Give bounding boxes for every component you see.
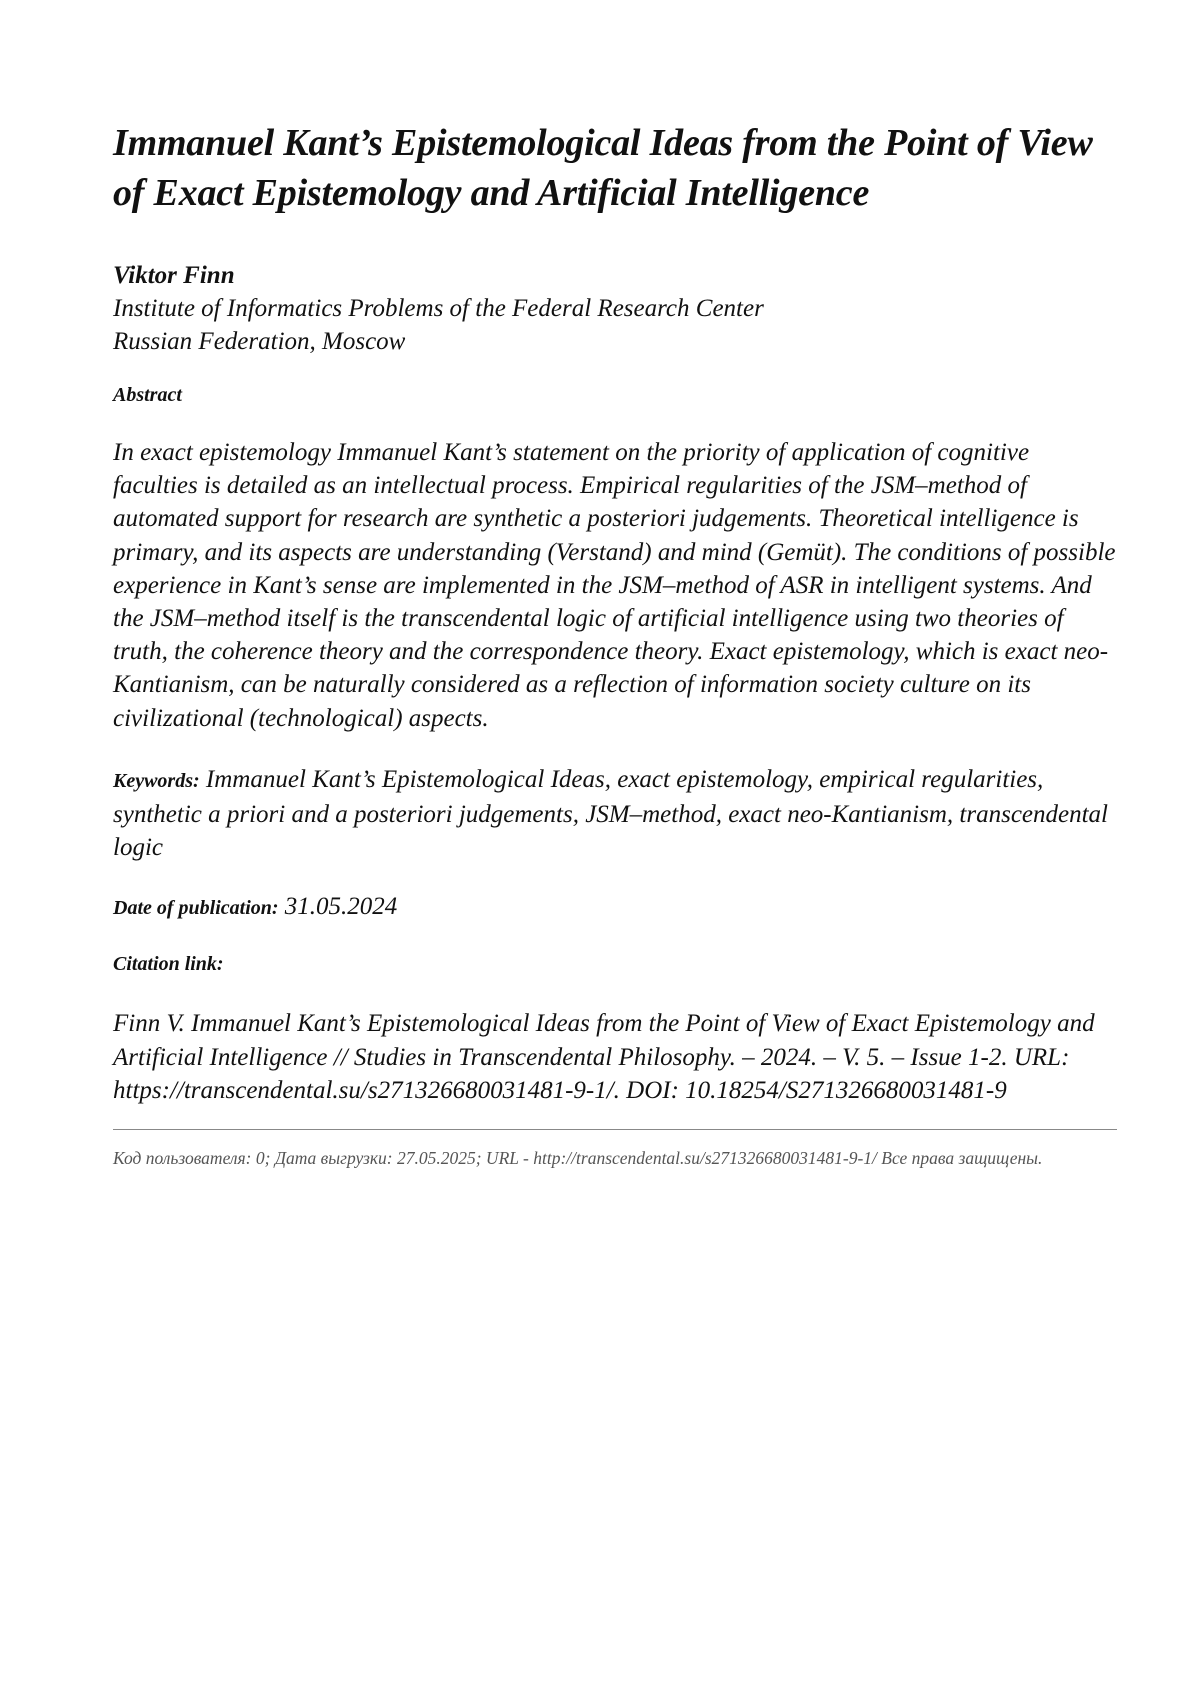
publication-date-section — [113, 890, 1117, 925]
citation-text[interactable]: Finn V. Immanuel Kant’s Epistemological Ideas from the Point of View of Exact Epistemology and Artificial Intelligence // Studies in Transcendental Philosophy. – 2024. – V. 5. – Issue 1-2. URL: https://transcendental.su/s271326680031481-9-1/. DOI: 10.18254/S271326680031481-9 — [113, 1007, 1117, 1107]
citation-label: Citation link: — [113, 951, 1117, 977]
publication-date-label: Date of publication: — [113, 897, 279, 919]
abstract-label: Abstract — [113, 382, 1117, 408]
publication-date: 31.05.2024 — [285, 893, 398, 920]
footer-note: Код пользователя: 0; Дата выгрузки: 27.05.2025; URL - http://transcendental.su/s271326680031481-9-1/ Все права защищены. — [113, 1146, 1117, 1170]
keywords-section — [113, 763, 1117, 865]
paper-title: Immanuel Kant’s Epistemological Ideas from the Point of View of Exact Epistemology and Artificial Intelligence — [113, 118, 1117, 218]
keywords-text: Immanuel Kant’s Epistemological Ideas, exact epistemology, empirical regularities, synthetic a priori and a posteriori judgements, JSM–method, exact neo-Kantianism, transcendental logic — [113, 766, 1108, 861]
paper-page — [113, 118, 1117, 1170]
author-affiliation: Institute of Informatics Problems of the Federal Research Center — [113, 292, 1117, 325]
author-name: Viktor Finn — [113, 260, 1117, 292]
keywords-label: Keywords: — [113, 770, 200, 792]
footer-divider — [113, 1129, 1117, 1130]
abstract-text: In exact epistemology Immanuel Kant’s statement on the priority of application of cognitive faculties is detailed as an intellectual process. Empirical regularities of the JSM–method of automated support for research are synthetic a posteriori judgements. Theoretical intelligence is primary, and its aspects are understanding (Verstand) and mind (Gemüt). The conditions of possible experience in Kant’s sense are implemented in the JSM–method of ASR in intelligent systems. And the JSM–method itself is the transcendental logic of artificial intelligence using two theories of truth, the coherence theory and the correspondence theory. Exact epistemology, which is exact neo-Kantianism, can be naturally considered as a reflection of information society culture on its civilizational (technological) aspects. — [113, 436, 1117, 735]
author-location: Russian Federation, Moscow — [113, 325, 1117, 358]
